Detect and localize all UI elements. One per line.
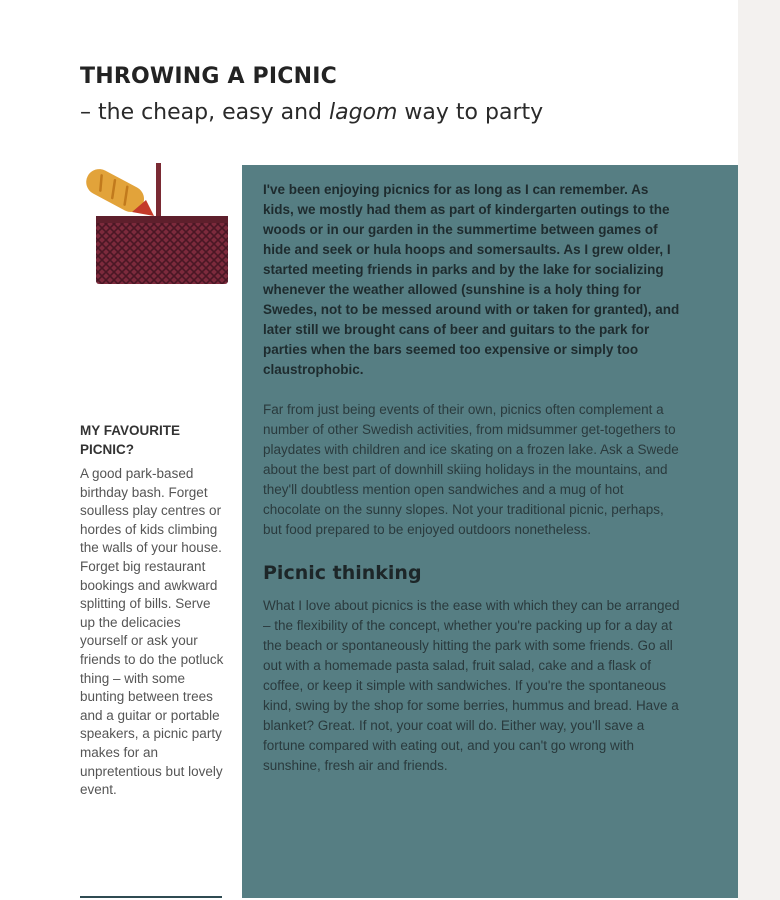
page-title: THROWING A PICNIC <box>80 64 337 89</box>
picnic-basket-icon <box>82 160 232 290</box>
body-paragraph: Far from just being events of their own, picnics often complement a number of other Swedish activities, from midsummer get-togethers to playdates with children and ice skating on a frozen lake. Ask a Swede about the best part of downhill skiing holidays in the mountains, and they'll doubtless mention open sandwiches and a mug of hot chocolate on the sunny slopes. Not your traditional picnic, perhaps, but food prepared to be enjoyed outdoors nonetheless. <box>263 402 679 537</box>
article-body <box>263 180 681 776</box>
subtitle-text-end: way to party <box>397 100 544 125</box>
article-panel <box>242 165 738 898</box>
page-edge <box>738 0 780 900</box>
subtitle-text-start: – the cheap, easy and <box>80 100 329 125</box>
sidebar-text: A good park-based birthday bash. Forget soulless play centres or hordes of kids climbing the walls of your house. Forget big restaurant bookings and awkward splitting of bills. Serve up the delicacies yourself or ask your friends to do the potluck thing – with some bunting between trees and a guitar or portable speakers, a picnic party makes for an unpretentious but lovely event. <box>80 466 224 798</box>
sidebar-divider <box>80 896 222 898</box>
subtitle-italic-word: lagom <box>328 100 398 125</box>
page-subtitle <box>80 100 543 125</box>
section-paragraph: What I love about picnics is the ease with which they can be arranged – the flexibility of the concept, whether you're packing up for a day at the beach or spontaneously hitting the park with some friends. Go all out with a homemade pasta salad, fruit salad, cake and a flask of coffee, or keep it simple with sandwiches. If you're the spontaneous kind, swing by the shop for some berries, hummus and bread. Have a blanket? Great. If not, your coat will do. Either way, you'll save a fortune compared with eating out, and you can't go wrong with sunshine, fresh air and friends. <box>263 598 680 773</box>
intro-paragraph: I've been enjoying picnics for as long as I can remember. As kids, we mostly had them as part of kindergarten outings to the woods or in our garden in the summertime between games of hide and seek or hula hoops and somersaults. As I grew older, I started meeting friends in parks and by the lake for socializing whenever the weather allowed (sunshine is a holy thing for Swedes, not to be messed around with or taken for granted), and later still we brought cans of beer and guitars to the park for parties when the bars seemed too expensive or simply too claustrophobic. <box>263 182 680 377</box>
section-heading: Picnic thinking <box>263 562 422 584</box>
sidebar-heading: MY FAVOURITE PICNIC? <box>80 423 181 457</box>
